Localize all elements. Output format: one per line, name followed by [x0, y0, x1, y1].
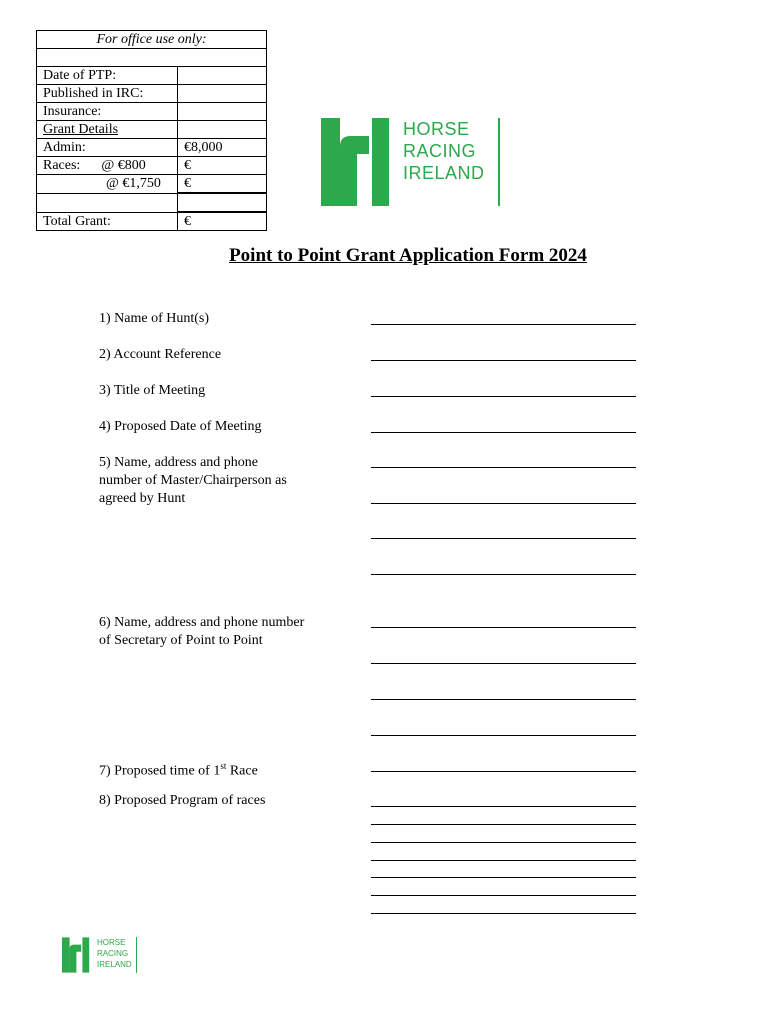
total-grant-value[interactable]: € — [178, 212, 267, 231]
races-rate2: @ €1,750 — [106, 176, 161, 192]
logo-divider — [498, 118, 500, 206]
question-2-label: 2) Account Reference — [99, 347, 222, 362]
grant-details-heading: Grant Details — [43, 122, 119, 137]
question-5-line3: agreed by Hunt — [99, 491, 186, 506]
hri-logo-mark-icon — [321, 118, 391, 206]
program-line-1[interactable] — [371, 806, 636, 807]
admin-label: Admin: — [37, 139, 178, 157]
question-6-line1: 6) Name, address and phone number — [99, 615, 305, 630]
master-details-line-2[interactable] — [371, 503, 636, 504]
program-line-6[interactable] — [371, 895, 636, 896]
grant-details-blank — [178, 121, 267, 139]
master-details-line-3[interactable] — [371, 538, 636, 539]
logo-line-horse: HORSE — [403, 119, 470, 139]
question-5-line1: 5) Name, address and phone — [99, 455, 259, 470]
grant-details-cell — [37, 121, 178, 139]
date-ptp-label: Date of PTP: — [37, 67, 178, 85]
secretary-details-line-4[interactable] — [371, 735, 636, 736]
question-7-label — [99, 757, 258, 781]
meeting-date-line[interactable] — [371, 432, 636, 433]
footer-logo-line-racing: RACING — [97, 949, 129, 958]
master-details-line-1[interactable] — [371, 467, 636, 468]
office-use-heading: For office use only: — [37, 31, 267, 49]
footer-logo-divider — [136, 937, 137, 973]
question-5-line2: number of Master/Chairperson as — [99, 473, 287, 488]
races-rate2-cell — [37, 175, 178, 194]
question-6-line2: of Secretary of Point to Point — [99, 633, 263, 648]
admin-value: €8,000 — [178, 139, 267, 157]
races-rate1: @ €800 — [101, 158, 146, 173]
page-title: Point to Point Grant Application Form 2024 — [229, 245, 587, 266]
account-reference-line[interactable] — [371, 360, 636, 361]
question-8-label: 8) Proposed Program of races — [99, 793, 266, 808]
meeting-title-line[interactable] — [371, 396, 636, 397]
question-7-suffix: Race — [226, 763, 258, 779]
question-3-label: 3) Title of Meeting — [99, 383, 206, 398]
question-5-label — [99, 454, 287, 508]
question-1-label: 1) Name of Hunt(s) — [99, 311, 210, 326]
footer-logo-line-horse: HORSE — [97, 938, 126, 947]
races-rate1-value[interactable]: € — [178, 157, 267, 175]
hunt-name-line[interactable] — [371, 324, 636, 325]
program-line-3[interactable] — [371, 842, 636, 843]
total-grant-label: Total Grant: — [37, 212, 178, 231]
logo-line-ireland: IRELAND — [403, 163, 485, 183]
question-6-label — [99, 614, 304, 650]
hri-logo-text — [403, 118, 485, 184]
program-line-4[interactable] — [371, 860, 636, 861]
office-blank-label — [37, 193, 178, 212]
date-ptp-field[interactable] — [178, 67, 267, 85]
first-race-time-line[interactable] — [371, 771, 636, 772]
master-details-line-4[interactable] — [371, 574, 636, 575]
races-rate1-cell — [37, 157, 178, 175]
secretary-details-line-2[interactable] — [371, 663, 636, 664]
races-rate2-value[interactable]: € — [178, 175, 267, 194]
insurance-label: Insurance: — [37, 103, 178, 121]
program-line-2[interactable] — [371, 824, 636, 825]
races-label: Races: — [43, 158, 81, 173]
secretary-details-line-1[interactable] — [371, 627, 636, 628]
office-blank-field — [178, 193, 267, 212]
secretary-details-line-3[interactable] — [371, 699, 636, 700]
published-irc-label: Published in IRC: — [37, 85, 178, 103]
program-line-7[interactable] — [371, 913, 636, 914]
published-irc-field[interactable] — [178, 85, 267, 103]
footer-logo-line-ireland: IRELAND — [97, 960, 132, 969]
program-line-5[interactable] — [371, 877, 636, 878]
question-7-prefix: 7) Proposed time of 1 — [99, 763, 221, 779]
hri-footer-mark-icon — [62, 937, 90, 973]
office-use-table — [36, 30, 267, 231]
office-spacer-row — [37, 49, 267, 67]
logo-line-racing: RACING — [403, 141, 477, 161]
hri-footer-logo-text — [97, 937, 132, 970]
question-7-sup: st — [220, 761, 227, 771]
insurance-field[interactable] — [178, 103, 267, 121]
question-4-label: 4) Proposed Date of Meeting — [99, 419, 262, 434]
